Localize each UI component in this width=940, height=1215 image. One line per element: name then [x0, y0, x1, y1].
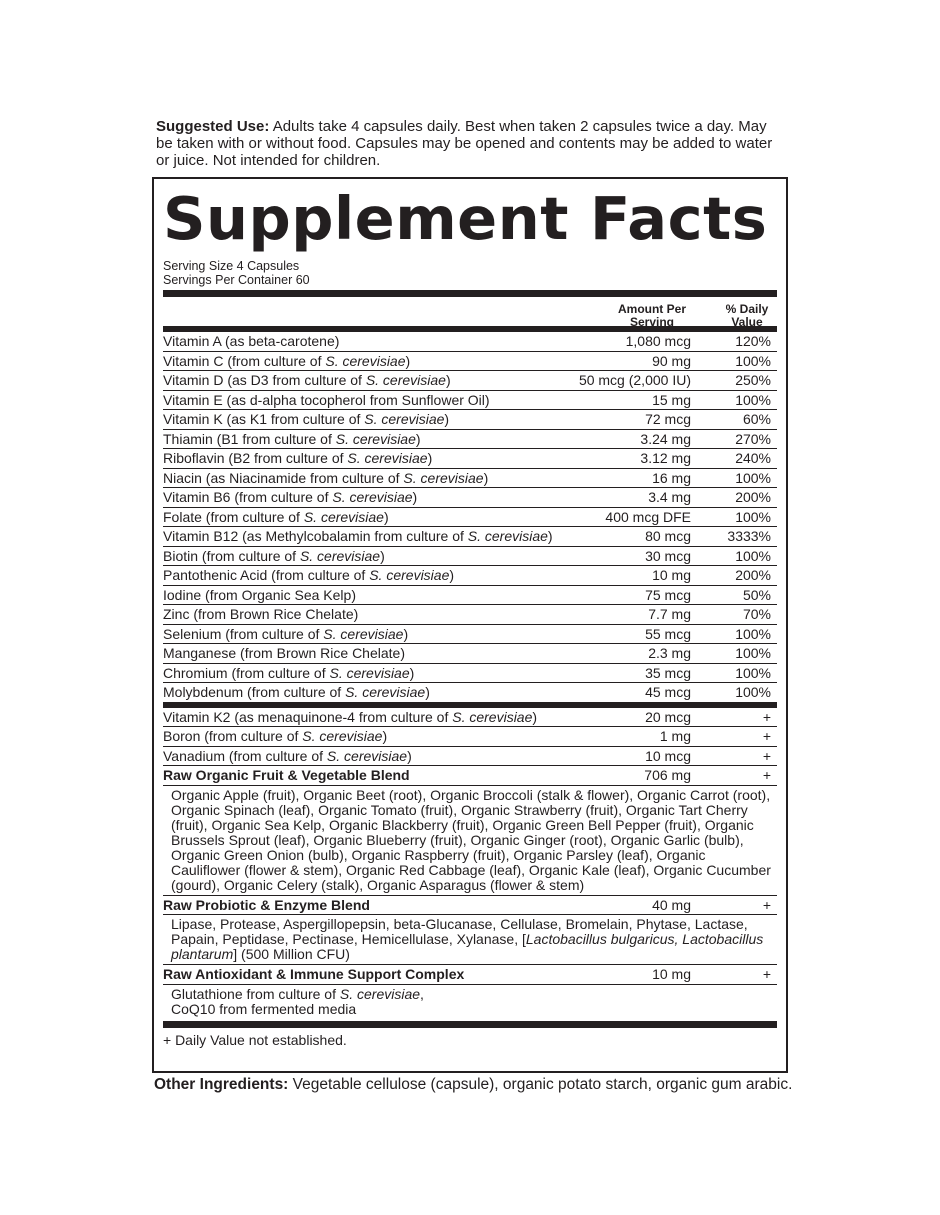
nutrient-name: [163, 430, 421, 450]
nutrient-name: [163, 332, 339, 352]
daily-value-header: [712, 303, 782, 329]
nutrient-name-text: Vitamin B12 (as Methylcobalamin from culture of: [163, 528, 468, 544]
nutrient-daily-value: 100%: [735, 547, 771, 564]
nutrient-source-italic: S. cerevisiae: [345, 684, 426, 700]
nutrient-name-suffix: ): [380, 547, 385, 564]
blend-dv: +: [762, 767, 771, 783]
ingredients-text: ,: [420, 985, 424, 1002]
nutrient-name-suffix: ): [412, 489, 418, 505]
nutrient-row: [163, 352, 777, 372]
nutrient-name: [163, 683, 430, 703]
nutrient-name: [163, 664, 414, 684]
nutrient-name-text: Vitamin D (as D3 from culture of: [163, 372, 366, 388]
nutrient-source-italic: S. cerevisiae: [347, 450, 428, 466]
nutrient-name: [163, 371, 451, 391]
nutrient-daily-value: 100%: [735, 508, 771, 525]
nutrient-name: [163, 747, 412, 767]
nutrient-row: [163, 747, 777, 767]
blend-ingredients: Organic Apple (fruit), Organic Beet (root), Organic Broccoli (stalk & flower), Organic Carrot (root), Organic Spinach (leaf), Organic Tomato (fruit), Organic Strawberry (fruit), Organic Tart Cherry (fruit), Organic Sea Kelp, Organic Blackberry (fruit), Organic Green Bell Pepper (fruit), Organic Brussels Sprout (leaf), Organic Blueberry (fruit), Organic Ginger (root), Organic Garlic (bulb), Organic Green Onion (bulb), Organic Raspberry (fruit), Organic Parsley (leaf), Organic Cauliflower (flower & stem), Organic Red Cabbage (leaf), Organic Kale (leaf), Organic Cucumber (gourd), Organic Celery (stalk), Organic Asparagus (flower & stem): [163, 786, 777, 896]
nutrient-row: [163, 410, 777, 430]
nutrient-name: [163, 527, 553, 547]
nutrient-name-suffix: ): [383, 508, 389, 525]
nutrient-name: [163, 644, 405, 664]
nutrient-name: [163, 566, 454, 586]
nutrient-amount: 7.7 mg: [648, 606, 691, 622]
blend-row: [163, 965, 777, 985]
nutrient-name-text: Molybdenum (from culture of: [163, 684, 346, 700]
nutrient-name: [163, 449, 432, 469]
nutrient-row: [163, 664, 777, 684]
footnote: + Daily Value not established.: [163, 1031, 347, 1048]
nutrient-daily-value: +: [762, 708, 771, 725]
nutrient-row: [163, 547, 777, 567]
nutrient-name-text: Riboflavin (B2 from culture of: [163, 450, 348, 466]
nutrient-daily-value: +: [762, 728, 771, 744]
blend-name: Raw Probiotic & Enzyme Blend: [163, 896, 370, 913]
nutrient-daily-value: 100%: [735, 352, 771, 369]
serving-info: [163, 259, 777, 287]
nutrient-daily-value: 70%: [742, 606, 771, 622]
nutrient-amount: 55 mcg: [645, 625, 691, 642]
nutrient-amount: 35 mcg: [645, 664, 691, 681]
nutrient-daily-value: 60%: [742, 411, 771, 427]
ingredients-text: Glutathione from culture of: [171, 985, 340, 1002]
nutrient-name-suffix: ): [449, 567, 455, 583]
nutrient-amount: 400 mcg DFE: [605, 508, 691, 525]
nutrient-row: [163, 430, 777, 450]
nutrient-name-text: Chromium (from culture of: [163, 664, 330, 681]
nutrient-name-text: Iodine (from Organic Sea Kelp): [163, 586, 356, 603]
nutrient-name-text: Niacin (as Niacinamide from culture of: [163, 469, 404, 486]
nutrient-source-italic: S. cerevisiae: [467, 528, 548, 544]
nutrient-daily-value: 250%: [735, 372, 771, 388]
nutrient-amount: 1,080 mcg: [625, 333, 691, 349]
nutrient-row: [163, 566, 777, 586]
nutrient-name-text: Folate (from culture of: [163, 508, 304, 525]
nutrient-daily-value: 120%: [735, 333, 771, 349]
nutrient-row: [163, 605, 777, 625]
nutrient-amount: 16 mg: [652, 469, 691, 486]
nutrient-source-italic: S. cerevisiae: [329, 664, 410, 681]
nutrient-row: [163, 527, 777, 547]
nutrient-source-italic: S. cerevisiae: [303, 508, 384, 525]
nutrient-name-text: Pantothenic Acid (from culture of: [163, 567, 370, 583]
amount-header-line2: Serving: [629, 315, 674, 329]
nutrient-name-suffix: ): [403, 625, 409, 642]
blend-ingredients: [163, 985, 777, 1021]
nutrient-row: [163, 488, 777, 508]
nutrient-source-italic: S. cerevisiae: [452, 708, 533, 725]
nutrient-amount: 10 mcg: [645, 747, 691, 764]
nutrient-amount: 2.3 mg: [648, 645, 691, 661]
nutrient-daily-value: 100%: [735, 664, 771, 681]
nutrient-amount: 20 mcg: [645, 708, 691, 725]
dv-header-line2: Value: [731, 315, 763, 329]
other-ingredients: [154, 1075, 792, 1095]
nutrient-row: [163, 391, 777, 411]
nutrient-row: [163, 371, 777, 391]
nutrient-name-suffix: ): [425, 684, 430, 700]
nutrient-name-text: Vitamin C (from culture of: [163, 352, 326, 369]
nutrient-name-text: Vitamin A (as beta-carotene): [163, 333, 340, 349]
nutrient-daily-value: +: [762, 747, 771, 764]
blend-row: [163, 766, 777, 786]
nutrient-amount: 3.24 mg: [640, 430, 691, 447]
thick-divider: [163, 290, 777, 297]
nutrient-daily-value: 200%: [735, 489, 771, 505]
nutrient-name-text: Zinc (from Brown Rice Chelate): [163, 606, 359, 622]
nutrient-name-suffix: ): [407, 747, 412, 764]
nutrient-name-suffix: ): [415, 430, 421, 447]
blend-dv: +: [762, 896, 771, 913]
nutrient-source-italic: S. cerevisiae: [299, 547, 381, 564]
panel-title: Supplement Facts: [163, 184, 768, 253]
servings-per-container: Servings Per Container 60: [163, 273, 310, 287]
nutrient-row: [163, 508, 777, 528]
nutrient-daily-value: 270%: [735, 430, 771, 447]
nutrient-name: [163, 625, 408, 645]
column-header: [163, 297, 777, 329]
nutrient-name: [163, 727, 387, 747]
nutrient-name: [163, 708, 537, 728]
nutrient-row: [163, 449, 777, 469]
nutrient-name: [163, 605, 358, 625]
nutrient-name-text: Thiamin (B1 from culture of: [163, 430, 336, 447]
nutrient-name-suffix: ): [405, 352, 411, 369]
nutrient-amount: 72 mcg: [645, 411, 691, 427]
nutrient-daily-value: 100%: [735, 391, 771, 408]
nutrient-daily-value: 50%: [742, 586, 771, 603]
dv-header-line1: % Daily: [725, 302, 769, 316]
nutrient-amount: 50 mcg (2,000 IU): [578, 372, 691, 388]
serving-size: Serving Size 4 Capsules: [163, 259, 300, 273]
suggested-use-text: Adults take 4 capsules daily. Best when taken 2 capsules twice a day. May be taken with or without food. Capsules may be opened and contents may be added to water or juice. Not intended for children.: [156, 118, 773, 169]
nutrient-amount: 3.12 mg: [640, 450, 691, 466]
nutrient-name-text: Vanadium (from culture of: [163, 747, 327, 764]
nutrient-name-suffix: ): [547, 528, 553, 544]
other-ingredients-text: Vegetable cellulose (capsule), organic potato starch, organic gum arabic.: [292, 1076, 793, 1093]
nutrient-name-text: Vitamin B6 (from culture of: [163, 489, 333, 505]
nutrient-source-italic: S. cerevisiae: [326, 747, 408, 764]
nutrient-name-text: Boron (from culture of: [163, 728, 303, 744]
ingredients-italic: Lactobacillus bulgaricus, Lactobacillus plantarum: [171, 931, 764, 962]
nutrient-amount: 1 mg: [659, 728, 691, 744]
nutrient-name-text: Selenium (from culture of: [163, 625, 324, 642]
nutrient-daily-value: 100%: [735, 625, 771, 642]
blend-name: Raw Organic Fruit & Vegetable Blend: [163, 767, 410, 783]
blend-row: [163, 896, 777, 916]
nutrient-amount: 80 mcg: [645, 528, 691, 544]
nutrient-row: [163, 469, 777, 489]
nutrient-name: [163, 410, 449, 430]
nutrient-source-italic: S. cerevisiae: [323, 625, 404, 642]
blend-dv: +: [762, 966, 771, 982]
nutrient-name: [163, 469, 488, 489]
nutrient-row: [163, 727, 777, 747]
blend-amount: 40 mg: [652, 896, 691, 913]
nutrient-name-suffix: ): [445, 372, 451, 388]
ingredients-text: Lipase, Protease, Aspergillopepsin, beta-Glucanase, Cellulase, Bromelain, Phytase, Lactase, Papain, Peptidase, Pectinase, Hemicellulase, Xylanase, [: [171, 916, 748, 947]
nutrient-name: [163, 488, 417, 508]
blend-amount: 10 mg: [652, 966, 691, 982]
nutrient-row: [163, 625, 777, 645]
nutrient-daily-value: 100%: [735, 684, 771, 700]
nutrient-source-italic: S. cerevisiae: [332, 489, 413, 505]
nutrient-name-text: Vitamin E (as d-alpha tocopherol from Sunflower Oil): [163, 391, 490, 408]
nutrient-daily-value: 100%: [735, 469, 771, 486]
nutrient-row: [163, 708, 777, 728]
nutrient-name: [163, 352, 410, 372]
nutrient-daily-value: 200%: [735, 567, 771, 583]
nutrient-name: [163, 508, 389, 528]
nutrient-row: [163, 644, 777, 664]
nutrient-row: [163, 683, 777, 703]
nutrient-row: [163, 332, 777, 352]
nutrient-daily-value: 100%: [735, 645, 771, 661]
nutrient-source-italic: S. cerevisiae: [325, 352, 406, 369]
nutrient-name-suffix: ): [382, 728, 388, 744]
suggested-use: [156, 118, 776, 169]
nutrient-name-text: Vitamin K (as K1 from culture of: [163, 411, 365, 427]
nutrient-source-italic: S. cerevisiae: [302, 728, 383, 744]
other-nutrient-list: [163, 708, 777, 767]
nutrient-source-italic: S. cerevisiae: [403, 469, 484, 486]
nutrient-name-suffix: ): [483, 469, 489, 486]
nutrient-amount: 15 mg: [652, 391, 691, 408]
blend-ingredients: [163, 915, 777, 965]
suggested-use-label: Suggested Use:: [156, 118, 270, 135]
nutrient-list: [163, 332, 777, 703]
nutrient-name-suffix: ): [444, 411, 450, 427]
nutrient-source-italic: S. cerevisiae: [369, 567, 450, 583]
nutrient-name-text: Manganese (from Brown Rice Chelate): [163, 645, 405, 661]
blend-amount: 706 mg: [644, 767, 691, 783]
thick-divider: [163, 1021, 777, 1028]
nutrient-source-italic: S. cerevisiae: [335, 430, 416, 447]
nutrient-name: [163, 391, 490, 411]
nutrient-source-italic: S. cerevisiae: [365, 372, 446, 388]
nutrient-name-suffix: ): [427, 450, 433, 466]
nutrient-amount: 45 mcg: [645, 684, 691, 700]
nutrient-amount: 10 mg: [652, 567, 691, 583]
nutrient-daily-value: 3333%: [727, 528, 771, 544]
nutrient-name: [163, 547, 385, 567]
nutrient-name-text: Vitamin K2 (as menaquinone-4 from culture of: [163, 708, 453, 725]
nutrient-amount: 75 mcg: [645, 586, 691, 603]
ingredients-text: ] (500 Million CFU): [233, 946, 350, 962]
nutrient-daily-value: 240%: [735, 450, 771, 466]
nutrient-row: [163, 586, 777, 606]
other-ingredients-label: Other Ingredients:: [154, 1076, 289, 1093]
nutrient-name: [163, 586, 356, 606]
nutrient-name-text: Biotin (from culture of: [163, 547, 300, 564]
nutrient-source-italic: S. cerevisiae: [364, 411, 445, 427]
nutrient-name-suffix: ): [532, 708, 538, 725]
ingredients-text: CoQ10 from fermented media: [171, 1000, 357, 1017]
blend-name: Raw Antioxidant & Immune Support Complex: [163, 966, 465, 982]
amount-header-line1: Amount Per: [617, 302, 686, 316]
amount-per-serving-header: [602, 303, 702, 329]
nutrient-name-suffix: ): [409, 664, 415, 681]
ingredients-italic: S. cerevisiae: [339, 985, 421, 1002]
supplement-facts-panel: [152, 177, 788, 1073]
nutrient-amount: 90 mg: [652, 352, 691, 369]
nutrient-amount: 30 mcg: [645, 547, 691, 564]
nutrient-amount: 3.4 mg: [648, 489, 691, 505]
